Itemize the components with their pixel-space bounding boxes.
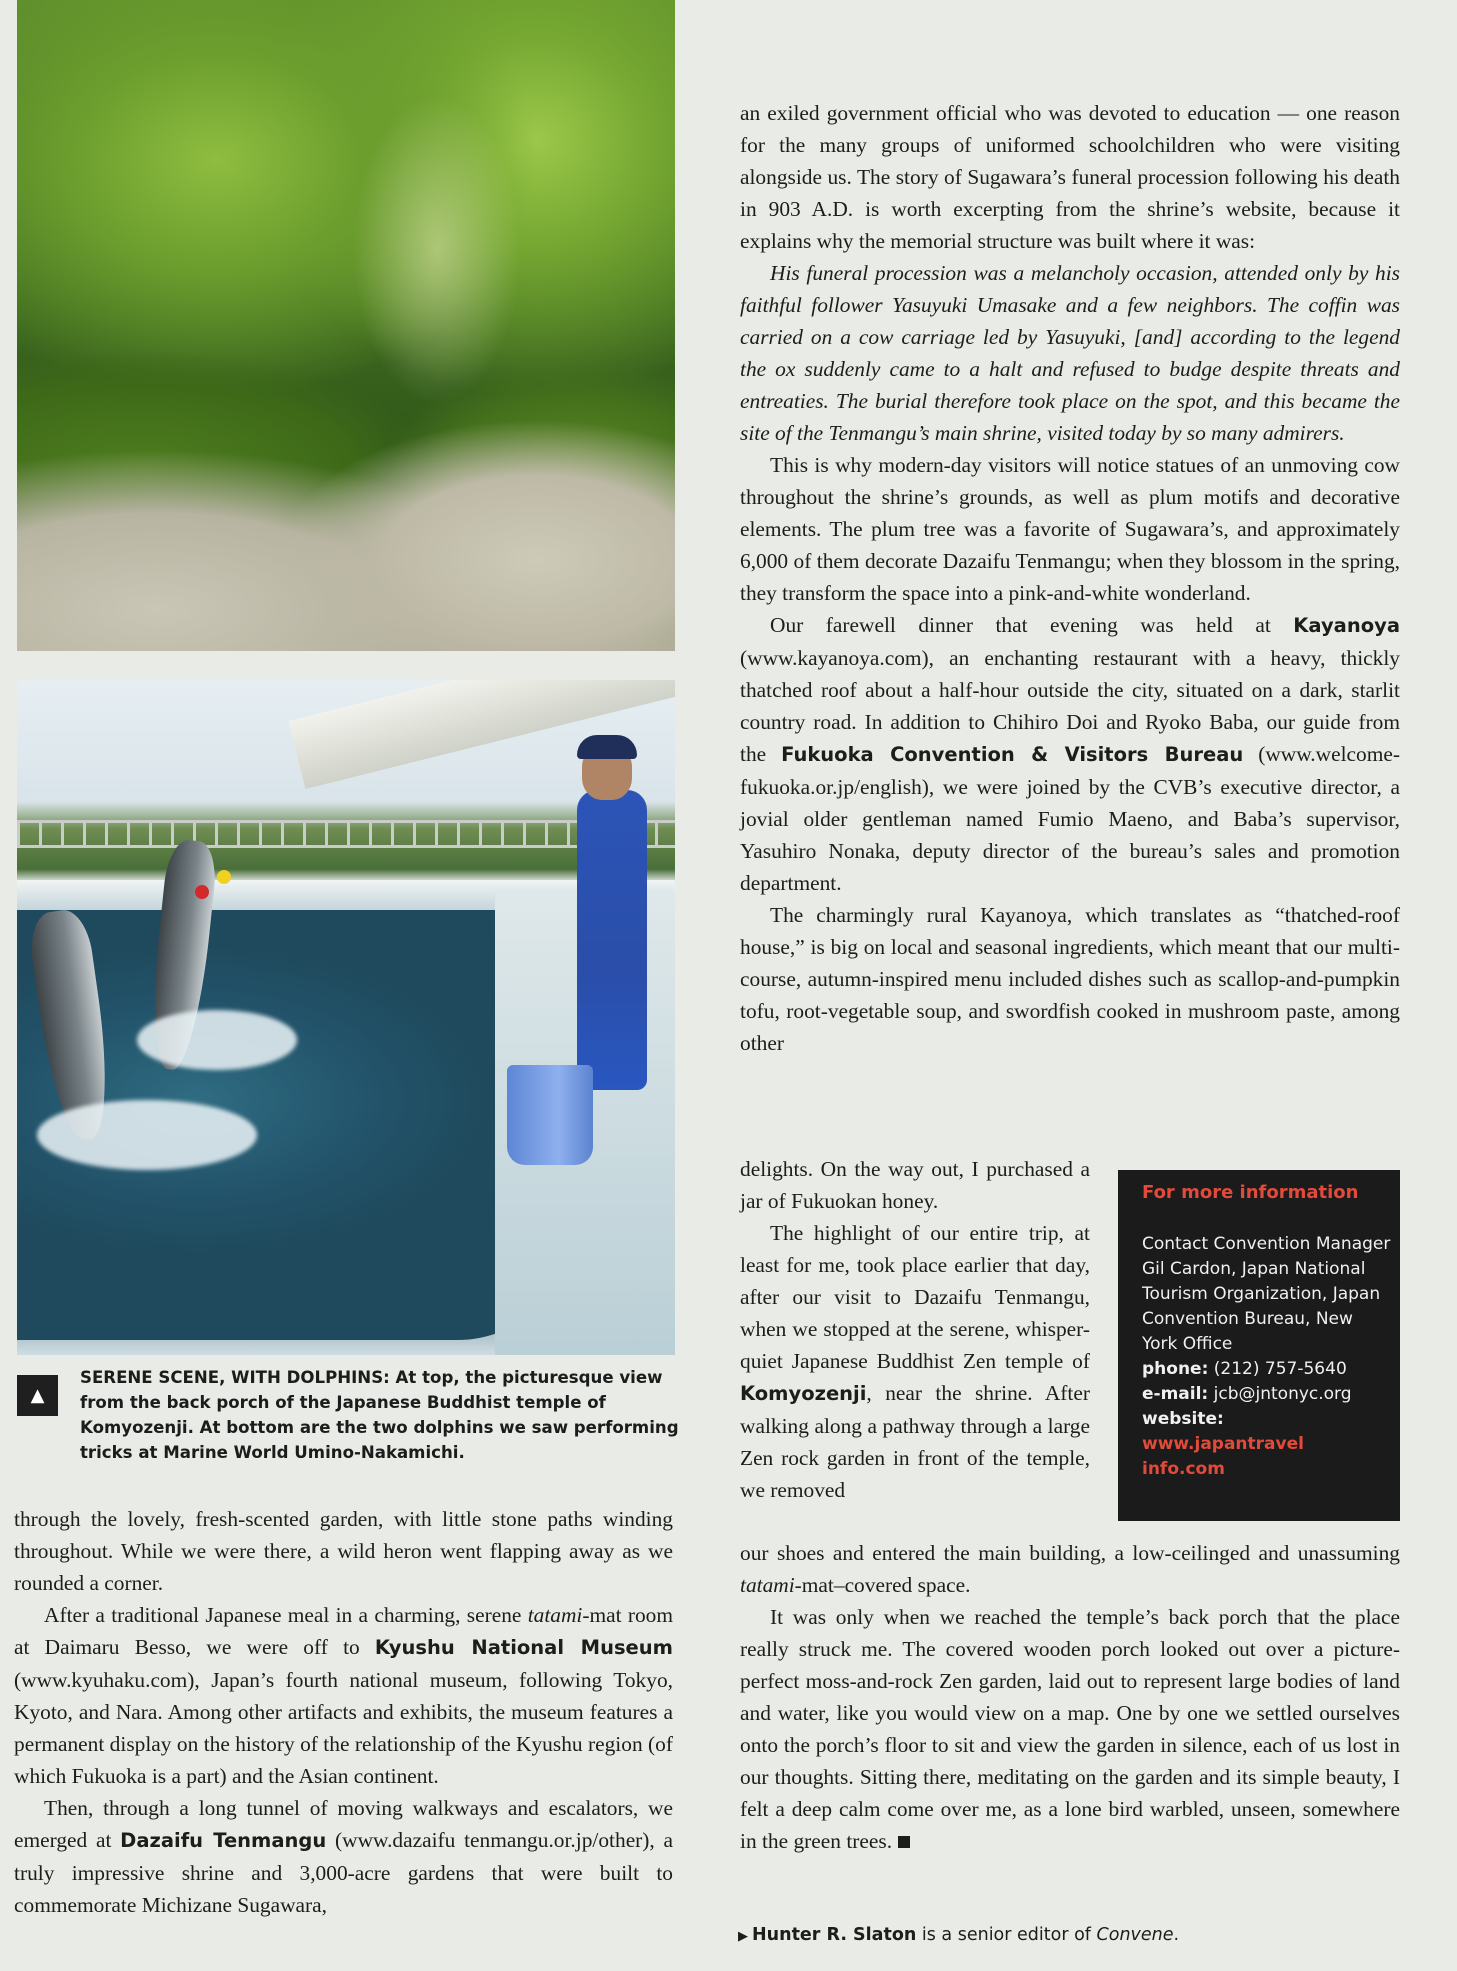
triangle-up-icon: ▲ [17, 1375, 58, 1416]
magazine-name: Convene [1096, 1925, 1174, 1945]
paragraph: delights. On the way out, I purchased a jar of Fukuokan honey. [740, 1157, 1090, 1213]
paragraph: This is why modern-day visitors will notice statues of an unmoving cow throughout the shrine’s grounds, as well as plum motifs and decorative elements. The plum tree was a favorite of Sugawara’s, and approximately 6,000 of them decorate Dazaifu Tenmangu; when they blossom in the spring, they transform the space into a pink-and-white wonderland. [740, 453, 1400, 605]
quotation: His funeral procession was a melancholy occasion, attended only by his faithful follower Yasuyuki Umasake and a few neighbors. The coffin was carried on a cow carriage led by Yasuyuki, [and] according to the legend the ox suddenly came to a halt and refused to budge despite threats and entreaties. The burial therefore took place on the spot, and this became the site of the Tenmangu’s main shrine, visited today by so many admirers. [740, 261, 1400, 445]
ball-red [195, 885, 209, 899]
sidebar-title: For more information [1142, 1182, 1359, 1203]
trainer [577, 790, 647, 1090]
paragraph: Then, through a long tunnel of moving walkways and escalators, we emerged at Dazaifu Tenmangu (www.dazaifu tenmangu.or.jp/other), a truly impressive shrine and 3,000-acre gardens that were built to commemorate Michizane Sugawara, [14, 1796, 674, 1917]
caption-body: At top, the picturesque view from the back porch of the Japanese Buddhist temple of Komyozenji. At bottom are the two dolphins we saw performing tricks at Marine World Umino-Nakamichi. [80, 1368, 679, 1462]
right-column [740, 97, 1400, 1059]
bucket [507, 1065, 593, 1165]
paragraph: our shoes and entered the main building, a low-ceilinged and unassuming tatami-mat–covered space. [740, 1541, 1400, 1597]
square-icon [898, 1836, 910, 1848]
right-column-narrow [740, 1153, 1090, 1506]
triangle-right-icon: ▶ [738, 1929, 748, 1944]
paragraph: It was only when we reached the temple’s back porch that the place really struck me. The covered wooden porch looked out over a picture-perfect moss-and-rock Zen garden, laid out to represent large bodies of land and water, like you would view on a map. One by one we settled ourselves onto the porch’s floor to sit and view the garden in silence, each of us lost in our thoughts. Sitting there, meditating on the garden and its simple beauty, I felt a deep calm come over me, as a lone bird warbled, unseen, somewhere in the green trees. [740, 1605, 1400, 1853]
splash [37, 1100, 257, 1170]
paragraph: through the lovely, fresh-scented garden, with little stone paths winding throughout. While we were there, a wild heron went flapping away as we rounded a corner. [14, 1507, 673, 1595]
byline: ▶ Hunter R. Slaton is a senior editor of Convene. [738, 1925, 1180, 1945]
sidebar-website-link[interactable]: www.japantravel info.com [1142, 1434, 1304, 1479]
info-sidebar [1118, 1170, 1400, 1521]
paragraph: After a traditional Japanese meal in a charming, serene tatami-mat room at Daimaru Besso, we were off to Kyushu National Museum (www.kyuhaku.com), Japan’s fourth national museum, following Tokyo, Kyoto, and Nara. Among other artifacts and exhibits, the museum features a permanent display on the history of the relationship of the Kyushu region (of which Fukuoka is a part) and the Asian continent. [14, 1603, 674, 1788]
sidebar-website-label: website: [1142, 1409, 1224, 1429]
dolphins-photo [17, 680, 675, 1355]
shrine-name: Dazaifu Tenmangu [120, 1829, 327, 1852]
sidebar-phone: phone: (212) 757-5640 [1142, 1359, 1347, 1379]
bureau-name: Fukuoka Convention & Visitors Bureau [781, 743, 1244, 766]
paragraph: Our farewell dinner that evening was held at Kayanoya (www.kayanoya.com), an enchanting restaurant with a heavy, thickly thatched roof about a half-hour outside the city, situated on a dark, starlit country road. In addition to Chihiro Doi and Ryoko Baba, our guide from the Fukuoka Convention & Visitors Bureau (www.welcome-fukuoka.or.jp/english), we were joined by the CVB’s executive director, a jovial older gentleman named Fumio Maeno, and Baba’s supervisor, Yasuhiro Nonaka, deputy director of the bureau’s sales and promotion department. [740, 613, 1400, 895]
temple-name: Komyozenji [740, 1382, 867, 1405]
caption-lead: SERENE SCENE, WITH DOLPHINS: [80, 1368, 390, 1387]
caption-text [80, 1365, 680, 1465]
ball-yellow [217, 870, 231, 884]
paragraph: The highlight of our entire trip, at least for me, took place earlier that day, after our visit to Dazaifu Tenmangu, when we stopped at the serene, whisper-quiet Japanese Buddhist Zen temple of Komyozenji, near the shrine. After walking along a pathway through a large Zen rock garden in front of the temple, we removed [740, 1221, 1090, 1502]
zen-garden-photo [17, 0, 675, 651]
sidebar-email[interactable]: e-mail: jcb@jntonyc.org [1142, 1384, 1352, 1404]
museum-name: Kyushu National Museum [374, 1636, 673, 1659]
sidebar-contact: Contact Convention Manager Gil Cardon, Japan National Tourism Organization, Japan Convention Bureau, New York Office [1142, 1234, 1391, 1354]
photo-caption [17, 1365, 679, 1462]
restaurant-name: Kayanoya [1293, 614, 1400, 637]
sidebar-body [1142, 1232, 1392, 1482]
author-name: Hunter R. Slaton [752, 1925, 917, 1945]
splash [137, 1010, 297, 1070]
paragraph: The charmingly rural Kayanoya, which translates as “thatched-roof house,” is big on local and seasonal ingredients, which meant that our multi-course, autumn-inspired menu included dishes such as scallop-and-pumpkin tofu, root-vegetable soup, and swordfish cooked in mushroom paste, among other [740, 903, 1400, 1055]
trainer-cap [577, 735, 637, 759]
paragraph: an exiled government official who was devoted to education — one reason for the many groups of uniformed schoolchildren who were visiting alongside us. The story of Sugawara’s funeral procession following his death in 903 A.D. is worth excerpting from the shrine’s website, because it explains why the memorial structure was built where it was: [740, 101, 1400, 253]
left-column [14, 1503, 673, 1921]
right-column-bottom [740, 1537, 1400, 1857]
